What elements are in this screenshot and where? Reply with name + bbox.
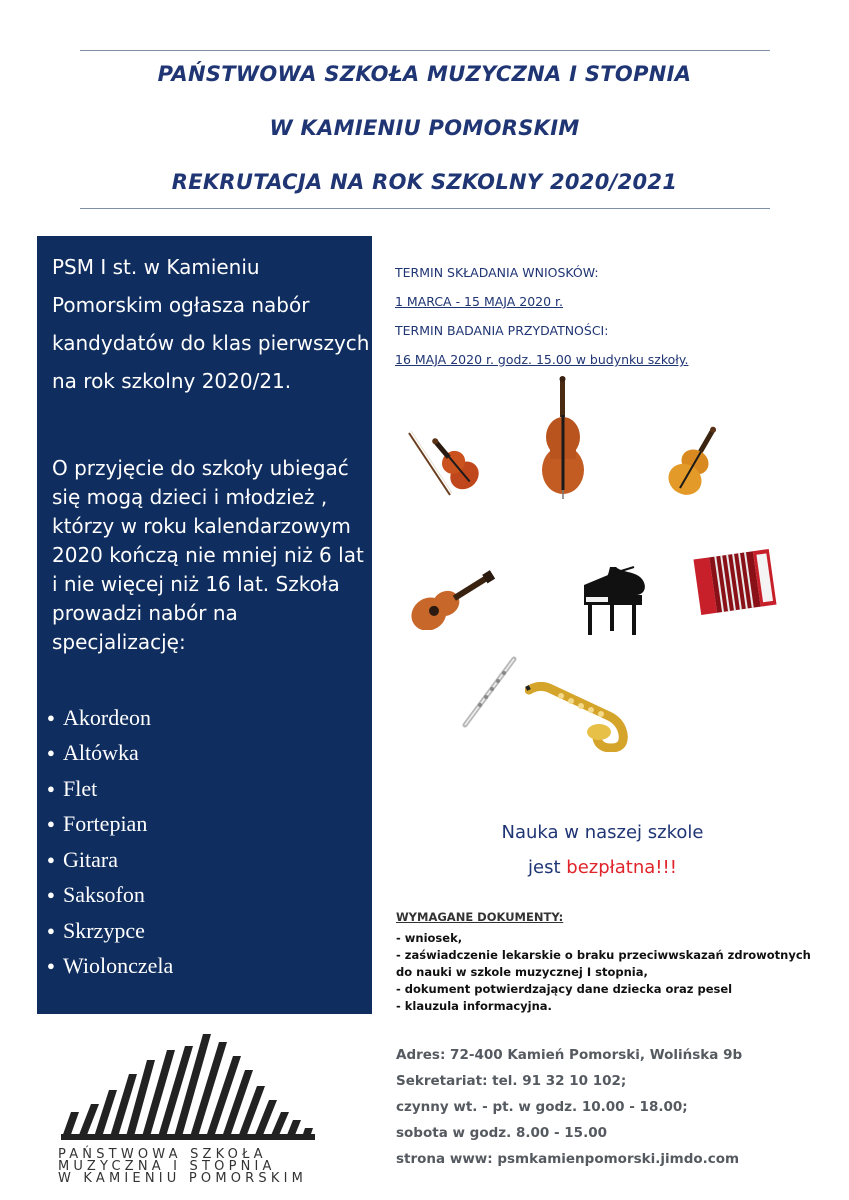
contact-website: strona www: psmkamienpomorski.jimdo.com bbox=[396, 1151, 740, 1167]
free-tuition-note bbox=[420, 815, 785, 885]
aptitude-test-date: 16 MAJA 2020 r. godz. 15.00 w budynku szkoły. bbox=[395, 352, 689, 367]
required-documents bbox=[396, 910, 816, 1015]
header-location: W KAMIENIU POMORSKIM bbox=[269, 116, 580, 140]
list-item: ● Fortepian bbox=[47, 811, 148, 837]
bullet-icon: ● bbox=[47, 816, 55, 832]
contact-address: Adres: 72-400 Kamień Pomorski, Wolińska 9b bbox=[396, 1047, 743, 1063]
bullet-icon: ● bbox=[47, 709, 55, 725]
applications-deadline-dates: 1 MARCA - 15 MAJA 2020 r. bbox=[395, 294, 564, 309]
free-tuition-highlight: bezpłatna!!! bbox=[566, 857, 677, 878]
specialization-list bbox=[47, 700, 347, 984]
accordion-icon bbox=[693, 548, 778, 616]
bullet-icon: ● bbox=[47, 780, 55, 796]
header-bottom-rule bbox=[80, 208, 770, 209]
grand-piano-icon bbox=[578, 565, 650, 640]
violin-icon bbox=[405, 425, 495, 500]
bullet-icon: ● bbox=[47, 851, 55, 867]
applications-deadline-label: TERMIN SKŁADANIA WNIOSKÓW: bbox=[395, 265, 599, 280]
contact-info bbox=[396, 1042, 826, 1172]
logo-text-line2: MUZYCZNA I STOPNIA bbox=[58, 1159, 276, 1174]
cello-icon bbox=[538, 375, 588, 500]
header-top-rule bbox=[80, 50, 770, 51]
contact-hours-weekdays: czynny wt. - pt. w godz. 10.00 - 18.00; bbox=[396, 1099, 688, 1115]
contact-hours-saturday: sobota w godz. 8.00 - 15.00 bbox=[396, 1125, 607, 1141]
free-tuition-line2: jest bezpłatna!!! bbox=[528, 857, 677, 878]
required-documents-heading: WYMAGANE DOKUMENTY: bbox=[396, 910, 564, 924]
announcement-panel bbox=[37, 236, 372, 1014]
admission-criteria: O przyjęcie do szkoły ubiegać się mogą dzieci i młodzież , którzy w roku kalendarzowym 2020 kończą nie mniej niż 6 lat i nie więcej niż 16 lat. Szkoła prowadzi nabór na specjalizację: bbox=[52, 456, 364, 654]
list-item: ● Akordeon bbox=[47, 704, 151, 730]
list-item: ● Altówka bbox=[47, 740, 139, 766]
bullet-icon: ● bbox=[47, 922, 55, 938]
bullet-icon: ● bbox=[47, 745, 55, 761]
header-recruitment-title: REKRUTACJA NA ROK SZKOLNY 2020/2021 bbox=[171, 170, 678, 194]
free-tuition-line1: Nauka w naszej szkole bbox=[501, 822, 704, 843]
flute-icon bbox=[460, 655, 520, 730]
list-item: - dokument potwierdzający dane dziecka oraz pesel bbox=[396, 982, 733, 996]
list-item: ● Gitara bbox=[47, 846, 118, 872]
contact-phone: Sekretariat: tel. 91 32 10 102; bbox=[396, 1073, 627, 1089]
list-item: ● Flet bbox=[47, 775, 98, 801]
bullet-icon: ● bbox=[47, 887, 55, 903]
list-item: - wniosek, bbox=[396, 931, 463, 945]
list-item: ● Skrzypce bbox=[47, 917, 145, 943]
logo-text-line1: PAŃSTWOWA SZKOŁA bbox=[58, 1147, 267, 1162]
bullet-icon: ● bbox=[47, 958, 55, 974]
aptitude-test-label: TERMIN BADANIA PRZYDATNOŚCI: bbox=[395, 323, 609, 338]
guitar-icon bbox=[400, 560, 500, 630]
logo-text-line3: W KAMIENIU POMORSKIM bbox=[58, 1171, 308, 1186]
list-item: - zaświadczenie lekarskie o braku przeciwwskazań zdrowotnych do nauki w szkole muzycznej I stopnia, bbox=[396, 948, 811, 979]
viola-icon bbox=[665, 422, 725, 504]
deadlines-block bbox=[395, 258, 815, 374]
list-item: ● Saksofon bbox=[47, 882, 145, 908]
announcement-intro: PSM I st. w Kamieniu Pomorskim ogłasza nabór kandydatów do klas pierwszych na rok szkolny 2020/21. bbox=[52, 255, 370, 393]
list-item: - klauzula informacyjna. bbox=[396, 999, 552, 1013]
list-item: ● Wiolonczela bbox=[47, 953, 174, 979]
saxophone-icon bbox=[525, 682, 640, 752]
header-school-name: PAŃSTWOWA SZKOŁA MUZYCZNA I STOPNIA bbox=[157, 62, 692, 86]
